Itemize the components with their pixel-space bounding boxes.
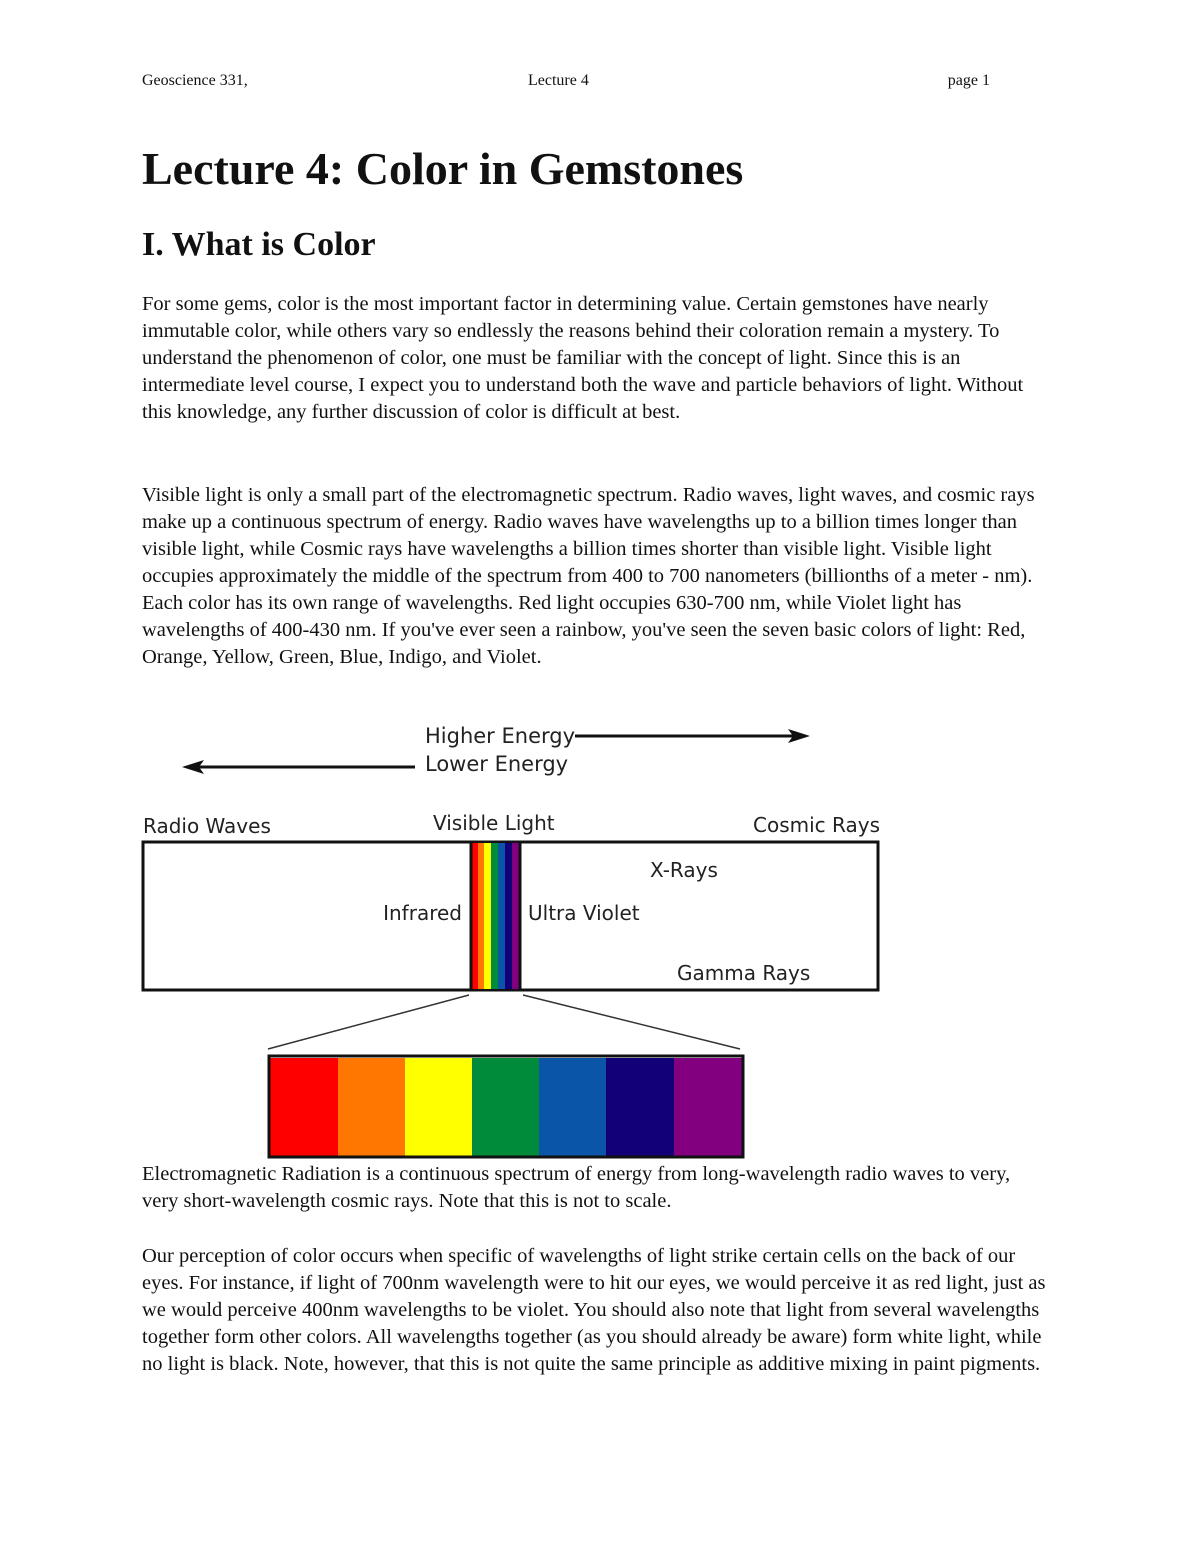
spectrum-yellow	[405, 1058, 472, 1156]
band-yellow	[484, 843, 491, 989]
lecture-label: Lecture 4	[528, 72, 589, 89]
zoom-line-left	[268, 995, 469, 1049]
paragraph-intro: For some gems, color is the most important factor in determining value. Certain gemstones have nearly immutable color, while others vary so endlessly the reasons behind their coloration remain a mystery. To understand the phenomenon of color, one must be familiar with the concept of light. Since this is an intermediate level course, I expect you to understand both the wave and particle behaviors of light. Without this knowledge, any further discussion of color is difficult at best.	[142, 293, 1024, 423]
paragraph-spectrum: Visible light is only a small part of the electromagnetic spectrum. Radio waves, light waves, and cosmic rays make up a continuous spectrum of energy. Radio waves have wavelengths up to a billion times longer than visible light, while Cosmic rays have wavelengths a billion times shorter than visible light. Visible light occupies approximately the middle of the spectrum from 400 to 700 nanometers (billionths of a meter - nm). Each color has its own range of wavelengths. Red light occupies 630-700 nm, while Violet light has wavelengths of 400-430 nm. If you've ever seen a rainbow, you've seen the seven basic colors of light: Red, Orange, Yellow, Green, Blue, Indigo, and Violet.	[142, 484, 1035, 668]
x-rays-label: X-Rays	[650, 858, 718, 882]
visible-light-label: Visible Light	[433, 811, 555, 835]
page-title: Lecture 4: Color in Gemstones	[142, 143, 744, 194]
ultra-violet-label: Ultra Violet	[528, 901, 640, 925]
spectrum-green	[472, 1058, 539, 1156]
spectrum-orange	[338, 1058, 405, 1156]
enlarged-spectrum	[269, 1056, 743, 1157]
spectrum-red	[270, 1058, 338, 1156]
band-blue	[498, 843, 505, 989]
figure-caption: Electromagnetic Radiation is a continuous spectrum of energy from long-wavelength radio waves to very, very short-wavelength cosmic rays. Note that this is not to scale.	[142, 1163, 1011, 1212]
spectrum-indigo	[606, 1058, 674, 1156]
band-violet	[512, 843, 519, 989]
lower-energy-label: Lower Energy	[425, 752, 569, 776]
paragraph-perception: Our perception of color occurs when specific of wavelengths of light strike certain cells on the back of our eyes. For instance, if light of 700nm wavelength were to hit our eyes, we would perceive it as red light, just as we would perceive 400nm wavelengths to be violet. You should also note that light from several wavelengths together form other colors. All wavelengths together (as you should already be aware) form white light, while no light is black. Note, however, that this is not quite the same principle as additive mixing in paint pigments.	[142, 1245, 1046, 1375]
spectrum-violet	[674, 1058, 742, 1156]
spectrum-blue	[539, 1058, 606, 1156]
band-red	[472, 843, 478, 989]
visible-band	[471, 842, 520, 990]
course-name: Geoscience 331,	[142, 72, 248, 89]
zoom-line-right	[523, 995, 740, 1049]
cosmic-rays-label: Cosmic Rays	[753, 813, 880, 837]
page-number: page 1	[947, 72, 990, 89]
higher-energy-label: Higher Energy	[425, 724, 576, 748]
band-green	[491, 843, 498, 989]
band-indigo	[505, 843, 512, 989]
section-heading: I. What is Color	[142, 226, 376, 263]
band-orange	[478, 843, 484, 989]
electromagnetic-spectrum-diagram	[0, 700, 1200, 1170]
gamma-rays-label: Gamma Rays	[677, 961, 811, 985]
radio-waves-label: Radio Waves	[143, 814, 271, 838]
infrared-label: Infrared	[383, 901, 462, 925]
page-header	[142, 72, 990, 96]
